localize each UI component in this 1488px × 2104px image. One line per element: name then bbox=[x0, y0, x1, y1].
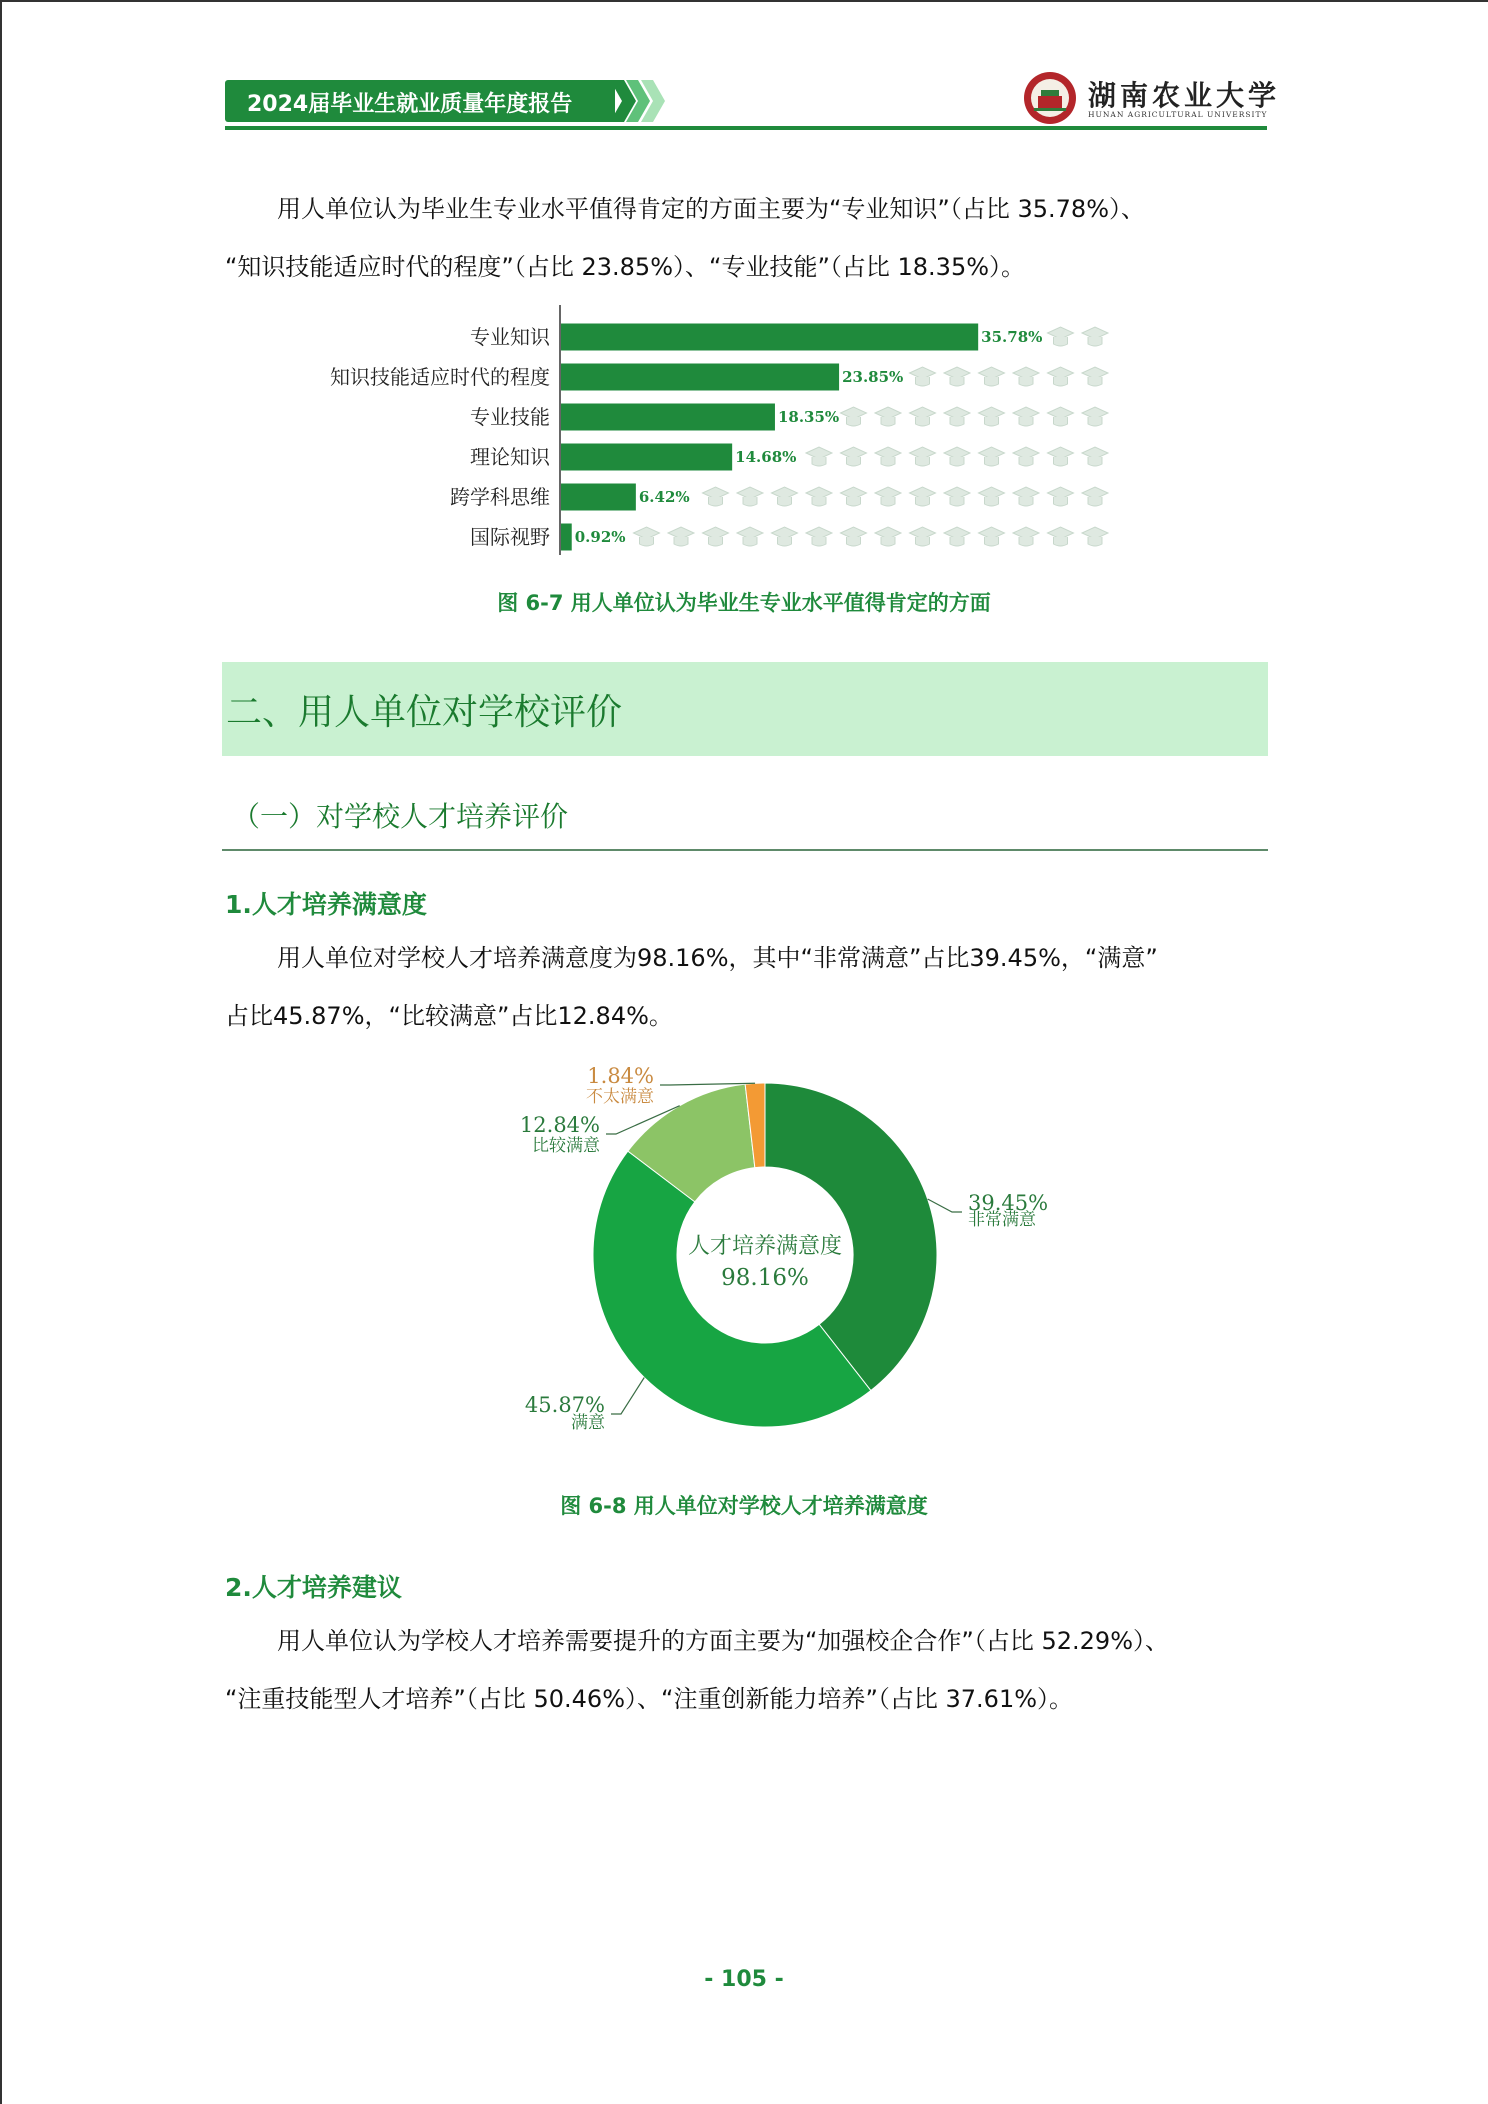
report-header-banner bbox=[225, 80, 630, 122]
donut-category-label: 比较满意 bbox=[532, 1136, 600, 1156]
graduation-cap-icon bbox=[1082, 487, 1108, 506]
graduation-cap-icon bbox=[1082, 327, 1108, 346]
donut-center-value: 98.16% bbox=[721, 1265, 809, 1291]
graduation-cap-icon bbox=[979, 527, 1005, 546]
graduation-cap-icon bbox=[979, 407, 1005, 426]
bar bbox=[561, 444, 732, 471]
section-heading: 二、用人单位对学校评价 bbox=[226, 692, 623, 733]
bar-value-label: 35.78% bbox=[981, 328, 1043, 346]
graduation-cap-icon bbox=[737, 487, 763, 506]
graduation-cap-icon bbox=[1048, 407, 1074, 426]
donut-value-label: 39.45% bbox=[968, 1191, 1049, 1215]
graduation-cap-icon bbox=[979, 487, 1005, 506]
graduation-cap-icon bbox=[875, 487, 901, 506]
bar-value-label: 18.35% bbox=[777, 408, 840, 426]
graduation-cap-icon bbox=[1013, 367, 1039, 386]
graduation-cap-icon bbox=[979, 447, 1005, 466]
university-emblem-icon bbox=[1022, 70, 1078, 126]
donut-center-label: 人才培养满意度 bbox=[687, 1234, 843, 1259]
page-number: - 105 - bbox=[704, 1967, 784, 1992]
intro-line-2: “知识技能适应时代的程度”（占比 23.85%）、“专业技能”（占比 18.35%）。 bbox=[225, 253, 1026, 281]
graduation-cap-icon bbox=[841, 407, 867, 426]
bar-value-label: 23.85% bbox=[842, 368, 904, 386]
figure-6-8-caption: 图 6-8 用人单位对学校人才培养满意度 bbox=[560, 1494, 928, 1518]
graduation-cap-icon bbox=[703, 487, 729, 506]
bar-category-label: 国际视野 bbox=[470, 525, 550, 549]
donut-leader-line bbox=[928, 1199, 962, 1212]
graduation-cap-icon bbox=[1048, 487, 1074, 506]
bar bbox=[561, 324, 978, 351]
graduation-cap-icon bbox=[1013, 527, 1039, 546]
sub2-title: 2.人才培养建议 bbox=[225, 1573, 402, 1602]
bar-value-label: 6.42% bbox=[638, 488, 690, 506]
graduation-cap-icon bbox=[703, 527, 729, 546]
professional-level-bar-chart bbox=[0, 305, 1488, 555]
sub1-title: 1.人才培养满意度 bbox=[225, 890, 427, 919]
graduation-cap-icon bbox=[1048, 327, 1074, 346]
bar-category-label: 专业知识 bbox=[470, 325, 550, 349]
graduation-cap-icon bbox=[979, 367, 1005, 386]
graduation-cap-icon bbox=[634, 527, 660, 546]
graduation-cap-icon bbox=[910, 407, 936, 426]
graduation-cap-icon bbox=[1013, 487, 1039, 506]
graduation-cap-icon bbox=[668, 527, 694, 546]
sub2-line-2: “注重技能型人才培养”（占比 50.46%）、“注重创新能力培养”（占比 37.61%）。 bbox=[225, 1685, 1074, 1713]
graduation-cap-icon bbox=[944, 407, 970, 426]
graduation-cap-icon bbox=[910, 527, 936, 546]
graduation-cap-icon bbox=[1048, 527, 1074, 546]
graduation-cap-icon bbox=[841, 487, 867, 506]
subsection-rule bbox=[222, 849, 1268, 851]
graduation-cap-icon bbox=[910, 487, 936, 506]
bar-category-label: 跨学科思维 bbox=[450, 485, 550, 509]
sub1-line-2: 占比45.87%，“比较满意”占比12.84%。 bbox=[225, 1002, 673, 1030]
satisfaction-donut-chart bbox=[0, 1060, 1488, 1460]
donut-value-label: 45.87% bbox=[524, 1393, 605, 1417]
university-english-name: HUNAN AGRICULTURAL UNIVERSITY bbox=[1088, 110, 1268, 119]
graduation-cap-icon bbox=[1082, 447, 1108, 466]
bar bbox=[561, 524, 572, 551]
bar bbox=[561, 364, 839, 391]
university-name: 湖南农业大学 bbox=[1088, 79, 1281, 112]
sub1-line-1: 用人单位对学校人才培养满意度为98.16%，其中“非常满意”占比39.45%，“满意” bbox=[277, 944, 1158, 972]
intro-line-1: 用人单位认为毕业生专业水平值得肯定的方面主要为“专业知识”（占比 35.78%）、 bbox=[277, 195, 1146, 223]
donut-category-label: 非常满意 bbox=[968, 1210, 1036, 1230]
bar-category-label: 理论知识 bbox=[470, 445, 550, 469]
graduation-cap-icon bbox=[910, 367, 936, 386]
graduation-cap-icon bbox=[806, 527, 832, 546]
chevron-arrows-icon bbox=[610, 80, 670, 122]
graduation-cap-icon bbox=[841, 447, 867, 466]
graduation-cap-icon bbox=[1048, 367, 1074, 386]
section-heading-band bbox=[222, 662, 1268, 756]
graduation-cap-icon bbox=[875, 527, 901, 546]
header-rule bbox=[225, 126, 1267, 130]
graduation-cap-icon bbox=[1082, 367, 1108, 386]
graduation-cap-icon bbox=[1048, 447, 1074, 466]
subsection-heading: （一）对学校人才培养评价 bbox=[232, 800, 569, 833]
graduation-cap-icon bbox=[910, 447, 936, 466]
donut-value-label: 12.84% bbox=[519, 1113, 600, 1137]
graduation-cap-icon bbox=[1082, 407, 1108, 426]
graduation-cap-icon bbox=[944, 527, 970, 546]
bar-category-label: 知识技能适应时代的程度 bbox=[330, 365, 550, 389]
figure-6-7-caption: 图 6-7 用人单位认为毕业生专业水平值得肯定的方面 bbox=[497, 591, 991, 615]
bar bbox=[561, 404, 775, 431]
graduation-cap-icon bbox=[772, 527, 798, 546]
graduation-cap-icon bbox=[875, 407, 901, 426]
graduation-cap-icon bbox=[806, 487, 832, 506]
donut-category-label: 不太满意 bbox=[586, 1087, 654, 1107]
sub2-line-1: 用人单位认为学校人才培养需要提升的方面主要为“加强校企合作”（占比 52.29%）、 bbox=[277, 1627, 1170, 1655]
graduation-cap-icon bbox=[841, 527, 867, 546]
bar-value-label: 0.92% bbox=[574, 528, 626, 546]
donut-category-label: 满意 bbox=[571, 1413, 605, 1433]
graduation-cap-icon bbox=[806, 447, 832, 466]
graduation-cap-icon bbox=[1013, 447, 1039, 466]
university-logo bbox=[1020, 70, 1281, 125]
graduation-cap-icon bbox=[944, 447, 970, 466]
graduation-cap-icon bbox=[1013, 407, 1039, 426]
graduation-cap-icon bbox=[772, 487, 798, 506]
graduation-cap-icon bbox=[944, 487, 970, 506]
bar-value-label: 14.68% bbox=[735, 448, 797, 466]
graduation-cap-icon bbox=[944, 367, 970, 386]
bar bbox=[561, 484, 636, 511]
donut-value-label: 1.84% bbox=[587, 1064, 654, 1088]
graduation-cap-icon bbox=[875, 447, 901, 466]
graduation-cap-icon bbox=[1082, 527, 1108, 546]
donut-leader-line bbox=[611, 1377, 644, 1414]
report-title: 2024届毕业生就业质量年度报告 bbox=[247, 92, 573, 117]
bar-category-label: 专业技能 bbox=[470, 405, 550, 429]
graduation-cap-icon bbox=[737, 527, 763, 546]
